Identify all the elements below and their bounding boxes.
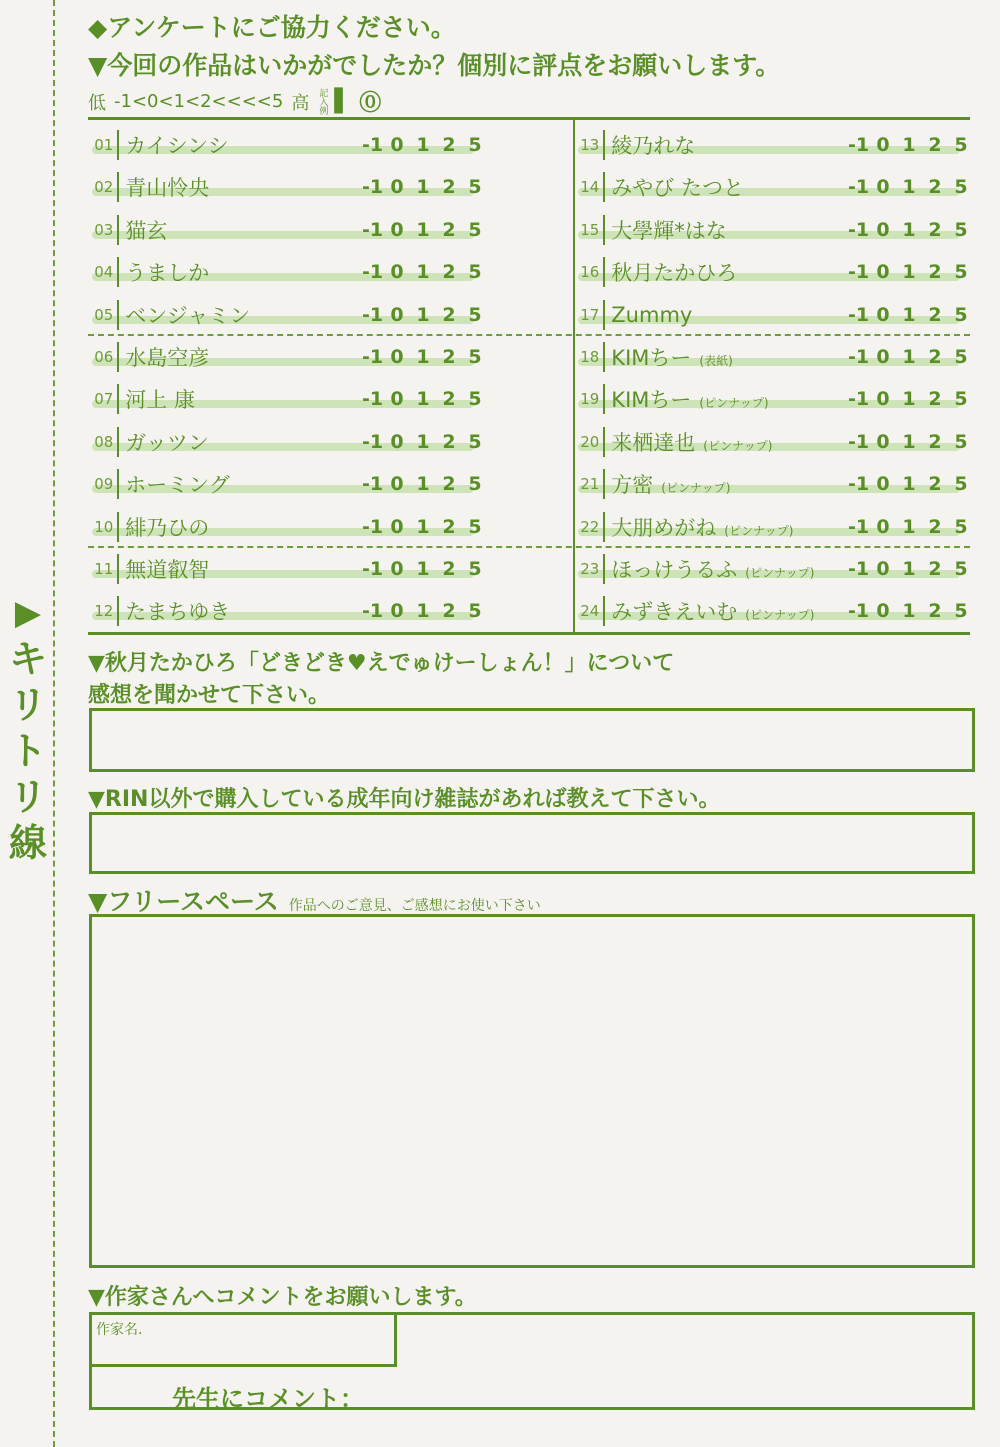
score-option[interactable]: 1	[416, 261, 430, 284]
cut-char: リ	[8, 683, 47, 727]
score-option[interactable]: -1	[848, 558, 870, 580]
work-number: 23	[574, 554, 605, 584]
work-number: 19	[574, 384, 605, 414]
score-options	[848, 304, 970, 326]
score-option[interactable]: 0	[876, 430, 890, 453]
score-option[interactable]: 5	[954, 515, 968, 538]
author-name	[611, 554, 848, 584]
author-name	[611, 342, 848, 372]
score-option[interactable]: 5	[468, 218, 482, 241]
score-options	[362, 134, 484, 156]
work-row	[574, 294, 970, 336]
cut-line	[53, 0, 55, 1447]
score-option[interactable]: -1	[848, 388, 870, 411]
work-row	[88, 378, 484, 420]
score-option[interactable]: 5	[954, 388, 968, 411]
score-option[interactable]: 1	[416, 600, 430, 623]
rating-scale-legend	[88, 86, 381, 117]
score-option[interactable]: 2	[928, 176, 942, 199]
score-option[interactable]: -1	[848, 430, 870, 453]
author-name	[611, 596, 848, 626]
work-note: (表紙)	[699, 354, 733, 368]
score-option[interactable]: 0	[390, 473, 404, 496]
group-divider	[88, 334, 970, 336]
score-option[interactable]: 0	[876, 134, 890, 156]
author-name	[125, 300, 362, 330]
score-option[interactable]: 0	[876, 388, 890, 411]
work-number: 12	[88, 596, 119, 626]
score-option[interactable]: 1	[902, 218, 916, 241]
question1-line2: 感想を聞かせて下さい。	[88, 683, 331, 708]
work-author: うましか	[125, 261, 210, 286]
score-option[interactable]: 1	[416, 430, 430, 453]
score-option[interactable]: -1	[362, 430, 384, 453]
score-option[interactable]: -1	[362, 473, 384, 496]
example-label: 記入例	[317, 88, 328, 115]
score-option[interactable]: 2	[928, 430, 942, 453]
group-divider	[88, 546, 970, 548]
score-option[interactable]: 2	[442, 558, 456, 580]
work-row	[574, 548, 970, 590]
score-option[interactable]: 2	[442, 218, 456, 241]
work-author: 大學輝*はな	[611, 218, 727, 243]
work-row	[574, 378, 970, 420]
cut-arrow-icon: ▶	[14, 593, 42, 633]
score-option[interactable]: 1	[416, 134, 430, 156]
work-author: Zummy	[611, 302, 693, 327]
author-name	[611, 427, 848, 457]
work-number: 11	[88, 554, 119, 584]
scale-range: -1<0<1<2<<<<5	[114, 91, 284, 112]
work-row	[574, 590, 970, 632]
work-author: カイシンシ	[125, 134, 229, 158]
work-row	[88, 209, 484, 251]
score-options	[848, 388, 970, 410]
work-row	[88, 166, 484, 208]
score-option[interactable]: 1	[902, 346, 916, 368]
score-option[interactable]: 1	[902, 134, 916, 156]
score-options	[848, 134, 970, 156]
score-option[interactable]: -1	[362, 346, 384, 368]
author-name	[611, 257, 848, 287]
score-option[interactable]: 1	[416, 558, 430, 580]
score-option[interactable]: 2	[442, 134, 456, 156]
score-option[interactable]: -1	[848, 346, 870, 368]
author-name	[125, 427, 362, 457]
free-space-heading	[88, 882, 541, 918]
work-author: ほっけうるふ	[611, 558, 738, 582]
work-row	[88, 294, 484, 336]
question1-answer-box[interactable]	[89, 708, 975, 772]
score-option[interactable]: 1	[902, 473, 916, 496]
score-options	[848, 516, 970, 538]
example-score: ⓪	[359, 91, 382, 116]
score-option[interactable]: 5	[954, 346, 968, 368]
score-option[interactable]: 1	[416, 346, 430, 368]
score-option[interactable]: -1	[848, 600, 870, 623]
score-option[interactable]: -1	[362, 515, 384, 538]
work-row	[88, 506, 484, 548]
work-row	[574, 166, 970, 208]
work-row	[574, 336, 970, 378]
score-option[interactable]: 2	[928, 218, 942, 241]
work-number: 03	[88, 215, 119, 245]
score-option[interactable]: 1	[902, 176, 916, 199]
work-number: 21	[574, 469, 605, 499]
score-option[interactable]: 2	[442, 430, 456, 453]
work-author: 緋乃ひの	[125, 515, 210, 540]
work-row	[574, 421, 970, 463]
score-option[interactable]: -1	[848, 515, 870, 538]
score-options	[848, 600, 970, 622]
score-option[interactable]: 0	[390, 558, 404, 580]
score-option[interactable]: -1	[848, 473, 870, 496]
work-number: 08	[88, 427, 119, 457]
work-author: 無道叡智	[125, 558, 210, 582]
score-options	[362, 558, 484, 580]
work-number: 18	[574, 342, 605, 372]
scale-low: 低	[88, 92, 106, 114]
work-row	[574, 209, 970, 251]
free-space-subtitle: 作品へのご意見、ご感想にお使い下さい	[288, 898, 541, 914]
score-options	[362, 346, 484, 368]
work-number: 14	[574, 172, 605, 202]
score-option[interactable]: 2	[442, 473, 456, 496]
question2-line1: ▼RIN以外で購入している成年向け雑誌があれば教えて下さい。	[88, 787, 721, 812]
score-option[interactable]: 0	[876, 600, 890, 623]
work-number: 20	[574, 427, 605, 457]
question2-answer-box[interactable]	[89, 812, 975, 874]
work-author: 秋月たかひろ	[611, 261, 738, 286]
score-option[interactable]: 2	[928, 388, 942, 411]
score-option[interactable]: -1	[848, 218, 870, 241]
score-option[interactable]: 1	[416, 515, 430, 538]
score-option[interactable]: 0	[390, 303, 404, 326]
work-author: 大朋めがね	[611, 515, 717, 540]
score-option[interactable]: 0	[876, 303, 890, 326]
author-name	[611, 384, 848, 414]
author-name	[125, 130, 362, 160]
work-author: 河上 康	[125, 388, 195, 413]
score-option[interactable]: 1	[902, 515, 916, 538]
score-option[interactable]: 5	[468, 303, 482, 326]
score-options	[362, 219, 484, 241]
score-option[interactable]: 5	[468, 176, 482, 199]
work-row	[88, 421, 484, 463]
score-option[interactable]: 0	[876, 473, 890, 496]
score-option[interactable]: 5	[954, 558, 968, 580]
score-option[interactable]: -1	[848, 134, 870, 156]
score-option[interactable]: 2	[928, 303, 942, 326]
score-option[interactable]: 1	[902, 261, 916, 284]
score-option[interactable]: 0	[876, 218, 890, 241]
score-option[interactable]: 5	[954, 473, 968, 496]
score-option[interactable]: 5	[468, 346, 482, 368]
score-option[interactable]: 5	[468, 430, 482, 453]
work-author: KIMちー	[611, 346, 692, 370]
score-option[interactable]: 1	[416, 303, 430, 326]
score-option[interactable]: 5	[954, 303, 968, 326]
cut-label	[6, 590, 50, 866]
score-option[interactable]: -1	[362, 558, 384, 580]
score-option[interactable]: -1	[848, 303, 870, 326]
cut-char: リ	[8, 775, 47, 819]
score-option[interactable]: 0	[390, 600, 404, 623]
author-name	[611, 303, 848, 327]
work-row	[88, 463, 484, 505]
score-option[interactable]: 2	[442, 600, 456, 623]
work-author: 猫玄	[125, 218, 168, 243]
work-row	[88, 124, 484, 166]
work-number: 05	[88, 300, 119, 330]
score-option[interactable]: 0	[876, 515, 890, 538]
work-author: ガッツン	[125, 430, 209, 455]
work-note: (ピンナップ)	[703, 438, 773, 453]
score-option[interactable]: 2	[442, 515, 456, 538]
score-option[interactable]: 5	[468, 558, 482, 580]
score-option[interactable]: 1	[416, 473, 430, 496]
score-option[interactable]: 0	[390, 388, 404, 411]
question1-line1: ▼秋月たかひろ「どきどき♥えでゅけーしょん！」について	[88, 651, 675, 676]
score-option[interactable]: 1	[902, 600, 916, 623]
score-option[interactable]: 5	[468, 388, 482, 411]
author-name	[125, 554, 362, 584]
work-row	[574, 124, 970, 166]
score-option[interactable]: 2	[442, 261, 456, 284]
author-name-label: 作家名.	[96, 1322, 143, 1338]
score-option[interactable]: 0	[876, 558, 890, 580]
score-option[interactable]: 5	[954, 176, 968, 199]
author-name	[125, 257, 362, 287]
work-number: 15	[574, 215, 605, 245]
score-option[interactable]: 5	[954, 218, 968, 241]
work-author: たまちゆき	[125, 600, 231, 625]
work-author: ホーミング	[125, 473, 230, 498]
work-author: 方密	[611, 473, 654, 498]
work-row	[574, 506, 970, 548]
score-option[interactable]: 1	[902, 303, 916, 326]
work-author: みずきえいむ	[611, 600, 738, 625]
score-option[interactable]: 2	[442, 388, 456, 411]
score-option[interactable]: 5	[954, 600, 968, 623]
work-note: (ピンナップ)	[699, 396, 769, 411]
score-option[interactable]: -1	[362, 176, 384, 199]
work-row	[88, 590, 484, 632]
work-author: KIMちー	[611, 388, 692, 413]
author-name	[611, 130, 848, 160]
author-comment-title: ▼作家さんへコメントをお願いします。	[88, 1285, 477, 1310]
score-option[interactable]: 0	[876, 261, 890, 284]
work-note: (ピンナップ)	[661, 481, 731, 496]
score-option[interactable]: 0	[390, 346, 404, 368]
score-option[interactable]: 0	[390, 134, 404, 156]
work-number: 16	[574, 257, 605, 287]
scale-high: 高	[291, 92, 310, 114]
author-name	[611, 215, 848, 245]
survey-subtitle: ▼今回の作品はいかがでしたか？個別に評点をお願いします。	[88, 51, 781, 80]
score-option[interactable]: 0	[876, 176, 890, 199]
score-options	[848, 473, 970, 495]
author-name	[125, 342, 362, 372]
score-option[interactable]: -1	[848, 261, 870, 284]
score-options	[848, 219, 970, 241]
work-number: 17	[574, 300, 605, 330]
score-option[interactable]: 1	[416, 218, 430, 241]
score-option[interactable]: 2	[442, 303, 456, 326]
score-option[interactable]: 0	[390, 218, 404, 241]
score-option[interactable]: 2	[928, 600, 942, 623]
free-space-title: ▼フリースペース	[88, 887, 279, 916]
score-option[interactable]: 2	[928, 346, 942, 368]
score-option[interactable]: 0	[390, 515, 404, 538]
score-option[interactable]: 5	[954, 261, 968, 284]
author-name-field[interactable]	[92, 1315, 397, 1367]
score-option[interactable]: 5	[954, 430, 968, 453]
score-option[interactable]: 0	[390, 261, 404, 284]
score-option[interactable]: -1	[362, 303, 384, 326]
work-number: 10	[88, 512, 119, 542]
score-option[interactable]: 2	[928, 558, 942, 580]
work-number: 24	[574, 596, 605, 626]
work-author: 青山怜央	[125, 176, 210, 201]
work-number: 01	[88, 130, 119, 160]
score-option[interactable]: 5	[468, 600, 482, 623]
work-row	[88, 336, 484, 378]
score-option[interactable]: 0	[390, 430, 404, 453]
score-options	[362, 261, 484, 283]
score-option[interactable]: 0	[876, 346, 890, 368]
author-name	[125, 469, 362, 499]
cut-char: 線	[8, 821, 47, 865]
work-number: 13	[574, 130, 605, 160]
author-name	[611, 469, 848, 499]
work-number: 07	[88, 384, 119, 414]
score-option[interactable]: -1	[848, 176, 870, 199]
score-options	[362, 600, 484, 622]
work-row	[88, 251, 484, 293]
score-option[interactable]: 1	[416, 176, 430, 199]
score-option[interactable]: -1	[362, 134, 384, 156]
author-name	[611, 512, 848, 542]
score-options	[848, 261, 970, 283]
score-option[interactable]: -1	[362, 261, 384, 284]
score-options	[362, 176, 484, 198]
score-options	[362, 473, 484, 495]
score-option[interactable]: 2	[442, 346, 456, 368]
score-option[interactable]: 1	[902, 430, 916, 453]
score-option[interactable]: 5	[954, 134, 968, 156]
score-option[interactable]: 2	[928, 515, 942, 538]
author-name	[125, 384, 362, 414]
work-author: みやび たつと	[611, 176, 744, 201]
score-option[interactable]: 2	[928, 134, 942, 156]
score-option[interactable]: 5	[468, 134, 482, 156]
score-option[interactable]: 5	[468, 261, 482, 284]
score-options	[848, 431, 970, 453]
score-option[interactable]: 5	[468, 473, 482, 496]
survey-title: ◆アンケートにご協力ください。	[88, 13, 456, 42]
work-author: 綾乃れな	[611, 134, 696, 158]
ratings-table	[88, 117, 970, 635]
work-number: 04	[88, 257, 119, 287]
work-note: (ピンナップ)	[745, 566, 815, 580]
score-options	[848, 176, 970, 198]
score-option[interactable]: 2	[928, 261, 942, 284]
comment-label: 先生にコメント：	[172, 1385, 364, 1413]
author-name	[125, 172, 362, 202]
score-options	[362, 516, 484, 538]
score-option[interactable]: 1	[416, 388, 430, 411]
work-row	[88, 548, 484, 590]
score-options	[848, 558, 970, 580]
score-option[interactable]: -1	[362, 600, 384, 623]
score-option[interactable]: 2	[928, 473, 942, 496]
example-mark-icon: ▌	[334, 89, 352, 114]
score-option[interactable]: -1	[362, 218, 384, 241]
work-row	[574, 251, 970, 293]
score-options	[848, 346, 970, 368]
free-space-box[interactable]	[89, 914, 975, 1268]
score-option[interactable]: 5	[468, 515, 482, 538]
work-author: ベンジャミン	[125, 303, 251, 328]
author-name	[125, 215, 362, 245]
author-name	[125, 512, 362, 542]
work-author: 来栖達也	[611, 430, 696, 455]
work-number: 06	[88, 342, 119, 372]
score-options	[362, 388, 484, 410]
author-name	[611, 172, 848, 202]
author-comment-box[interactable]	[89, 1312, 975, 1413]
work-number: 02	[88, 172, 119, 202]
work-row	[574, 463, 970, 505]
work-number: 22	[574, 512, 605, 542]
cut-char: キ	[8, 637, 47, 681]
score-option[interactable]: -1	[362, 388, 384, 411]
author-name	[125, 596, 362, 626]
score-option[interactable]: 0	[390, 176, 404, 199]
work-note: (ピンナップ)	[724, 523, 794, 538]
score-options	[362, 431, 484, 453]
score-option[interactable]: 1	[902, 558, 916, 580]
work-number: 09	[88, 469, 119, 499]
score-options	[362, 304, 484, 326]
score-option[interactable]: 1	[902, 388, 916, 411]
work-note: (ピンナップ)	[745, 608, 815, 623]
cut-char: ト	[8, 729, 47, 773]
work-author: 水島空彦	[125, 346, 210, 370]
score-option[interactable]: 2	[442, 176, 456, 199]
